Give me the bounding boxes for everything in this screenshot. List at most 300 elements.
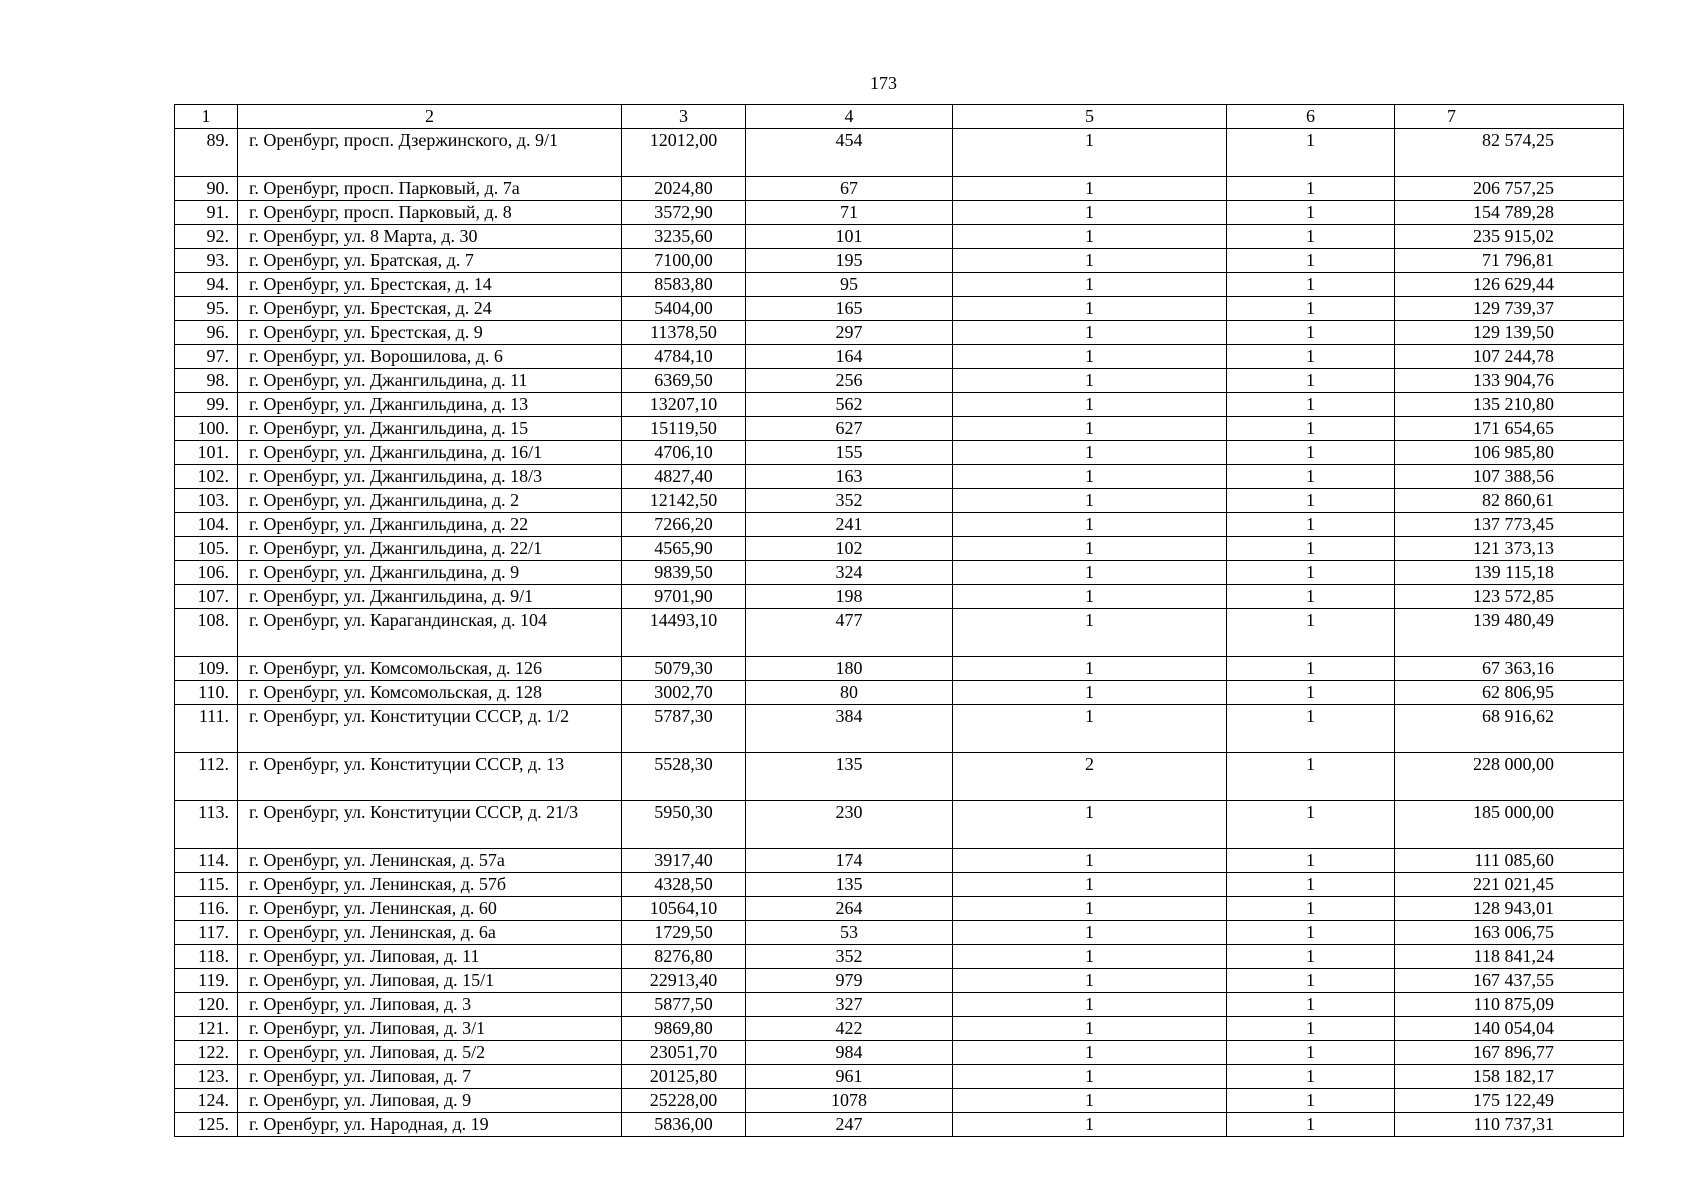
- value-cell: 102: [746, 537, 953, 561]
- amount-cell: 121 373,13: [1395, 537, 1624, 561]
- value-cell: 1: [1227, 1089, 1395, 1113]
- value-cell: 256: [746, 369, 953, 393]
- value-cell: 174: [746, 849, 953, 873]
- table-row: [175, 561, 1624, 585]
- table-row: [175, 1113, 1624, 1137]
- value-cell: 1: [953, 849, 1227, 873]
- value-cell: 155: [746, 441, 953, 465]
- table-row: [175, 849, 1624, 873]
- column-header: 5: [953, 105, 1227, 129]
- value-cell: 1: [1227, 537, 1395, 561]
- value-cell: 1: [953, 273, 1227, 297]
- value-cell: 1: [1227, 1041, 1395, 1065]
- row-number: 97.: [175, 345, 238, 369]
- value-cell: 5877,50: [622, 993, 746, 1017]
- row-number: 120.: [175, 993, 238, 1017]
- value-cell: 2: [953, 753, 1227, 801]
- address-cell: г. Оренбург, ул. Ленинская, д. 57б: [238, 873, 622, 897]
- amount-cell: 110 737,31: [1395, 1113, 1624, 1137]
- address-cell: г. Оренбург, ул. Ленинская, д. 57а: [238, 849, 622, 873]
- address-cell: г. Оренбург, ул. Джангильдина, д. 18/3: [238, 465, 622, 489]
- value-cell: 135: [746, 753, 953, 801]
- row-number: 107.: [175, 585, 238, 609]
- value-cell: 1: [1227, 1065, 1395, 1089]
- address-cell: г. Оренбург, ул. Липовая, д. 11: [238, 945, 622, 969]
- value-cell: 1: [953, 201, 1227, 225]
- address-cell: г. Оренбург, ул. Конституции СССР, д. 13: [238, 753, 622, 801]
- row-number: 103.: [175, 489, 238, 513]
- value-cell: 1078: [746, 1089, 953, 1113]
- value-cell: 67: [746, 177, 953, 201]
- table-row: [175, 201, 1624, 225]
- table-row: [175, 609, 1624, 657]
- row-number: 121.: [175, 1017, 238, 1041]
- table-row: [175, 321, 1624, 345]
- table-row: [175, 537, 1624, 561]
- column-header: 1: [175, 105, 238, 129]
- row-number: 92.: [175, 225, 238, 249]
- value-cell: 1: [1227, 249, 1395, 273]
- value-cell: 4565,90: [622, 537, 746, 561]
- row-number: 102.: [175, 465, 238, 489]
- value-cell: 1: [1227, 297, 1395, 321]
- value-cell: 979: [746, 969, 953, 993]
- table-row: [175, 417, 1624, 441]
- value-cell: 1: [953, 1065, 1227, 1089]
- value-cell: 180: [746, 657, 953, 681]
- value-cell: 1: [953, 801, 1227, 849]
- address-cell: г. Оренбург, ул. Конституции СССР, д. 1/2: [238, 705, 622, 753]
- table-row: [175, 801, 1624, 849]
- row-number: 91.: [175, 201, 238, 225]
- address-cell: г. Оренбург, ул. Ворошилова, д. 6: [238, 345, 622, 369]
- amount-cell: 107 388,56: [1395, 465, 1624, 489]
- table-row: [175, 369, 1624, 393]
- value-cell: 1: [1227, 465, 1395, 489]
- row-number: 95.: [175, 297, 238, 321]
- value-cell: 198: [746, 585, 953, 609]
- table-row: [175, 513, 1624, 537]
- value-cell: 1: [1227, 849, 1395, 873]
- row-number: 100.: [175, 417, 238, 441]
- value-cell: 5787,30: [622, 705, 746, 753]
- amount-cell: 126 629,44: [1395, 273, 1624, 297]
- row-number: 115.: [175, 873, 238, 897]
- amount-cell: 68 916,62: [1395, 705, 1624, 753]
- value-cell: 1: [953, 177, 1227, 201]
- address-cell: г. Оренбург, ул. Джангильдина, д. 22: [238, 513, 622, 537]
- value-cell: 1: [1227, 177, 1395, 201]
- table-row: [175, 969, 1624, 993]
- value-cell: 1: [953, 393, 1227, 417]
- value-cell: 1: [953, 993, 1227, 1017]
- row-number: 105.: [175, 537, 238, 561]
- value-cell: 1: [1227, 1113, 1395, 1137]
- address-cell: г. Оренбург, ул. Брестская, д. 9: [238, 321, 622, 345]
- value-cell: 297: [746, 321, 953, 345]
- value-cell: 1: [1227, 393, 1395, 417]
- row-number: 90.: [175, 177, 238, 201]
- value-cell: 8276,80: [622, 945, 746, 969]
- value-cell: 7100,00: [622, 249, 746, 273]
- value-cell: 1: [1227, 129, 1395, 177]
- value-cell: 5950,30: [622, 801, 746, 849]
- value-cell: 1: [953, 1089, 1227, 1113]
- value-cell: 1: [953, 1017, 1227, 1041]
- value-cell: 1: [953, 249, 1227, 273]
- row-number: 89.: [175, 129, 238, 177]
- amount-cell: 163 006,75: [1395, 921, 1624, 945]
- value-cell: 1: [1227, 417, 1395, 441]
- table-row: [175, 225, 1624, 249]
- value-cell: 1: [953, 705, 1227, 753]
- address-cell: г. Оренбург, ул. Брестская, д. 24: [238, 297, 622, 321]
- value-cell: 1: [1227, 441, 1395, 465]
- row-number: 98.: [175, 369, 238, 393]
- amount-cell: 62 806,95: [1395, 681, 1624, 705]
- table-row: [175, 489, 1624, 513]
- address-cell: г. Оренбург, ул. Ленинская, д. 6а: [238, 921, 622, 945]
- value-cell: 1: [1227, 945, 1395, 969]
- value-cell: 1: [953, 561, 1227, 585]
- row-number: 99.: [175, 393, 238, 417]
- table-row: [175, 345, 1624, 369]
- address-cell: г. Оренбург, ул. Ленинская, д. 60: [238, 897, 622, 921]
- row-number: 94.: [175, 273, 238, 297]
- table-row: [175, 681, 1624, 705]
- amount-cell: 139 115,18: [1395, 561, 1624, 585]
- value-cell: 4827,40: [622, 465, 746, 489]
- value-cell: 101: [746, 225, 953, 249]
- amount-cell: 206 757,25: [1395, 177, 1624, 201]
- value-cell: 1: [1227, 321, 1395, 345]
- table-row: [175, 993, 1624, 1017]
- row-number: 109.: [175, 657, 238, 681]
- value-cell: 1: [953, 489, 1227, 513]
- value-cell: 1: [953, 441, 1227, 465]
- address-cell: г. Оренбург, ул. Липовая, д. 15/1: [238, 969, 622, 993]
- value-cell: 20125,80: [622, 1065, 746, 1089]
- value-cell: 95: [746, 273, 953, 297]
- value-cell: 7266,20: [622, 513, 746, 537]
- row-number: 119.: [175, 969, 238, 993]
- table-row: [175, 273, 1624, 297]
- value-cell: 1: [953, 417, 1227, 441]
- amount-cell: 235 915,02: [1395, 225, 1624, 249]
- value-cell: 11378,50: [622, 321, 746, 345]
- amount-cell: 82 860,61: [1395, 489, 1624, 513]
- row-number: 93.: [175, 249, 238, 273]
- value-cell: 4784,10: [622, 345, 746, 369]
- value-cell: 163: [746, 465, 953, 489]
- page-number: 173: [870, 73, 897, 93]
- value-cell: 1: [1227, 753, 1395, 801]
- column-header: 3: [622, 105, 746, 129]
- address-cell: г. Оренбург, ул. Комсомольская, д. 126: [238, 657, 622, 681]
- value-cell: 1: [1227, 1017, 1395, 1041]
- value-cell: 1: [953, 1041, 1227, 1065]
- value-cell: 23051,70: [622, 1041, 746, 1065]
- value-cell: 1: [953, 225, 1227, 249]
- value-cell: 1: [953, 321, 1227, 345]
- address-cell: г. Оренбург, ул. Липовая, д. 5/2: [238, 1041, 622, 1065]
- value-cell: 135: [746, 873, 953, 897]
- address-cell: г. Оренбург, ул. Джангильдина, д. 13: [238, 393, 622, 417]
- value-cell: 1: [953, 681, 1227, 705]
- value-cell: 454: [746, 129, 953, 177]
- value-cell: 6369,50: [622, 369, 746, 393]
- table-row: [175, 1041, 1624, 1065]
- amount-cell: 107 244,78: [1395, 345, 1624, 369]
- value-cell: 1: [1227, 585, 1395, 609]
- table-row: [175, 657, 1624, 681]
- value-cell: 1: [1227, 873, 1395, 897]
- value-cell: 241: [746, 513, 953, 537]
- value-cell: 264: [746, 897, 953, 921]
- table-row: [175, 897, 1624, 921]
- address-cell: г. Оренбург, ул. Джангильдина, д. 9/1: [238, 585, 622, 609]
- table-row: [175, 1065, 1624, 1089]
- column-header: 7: [1395, 105, 1624, 129]
- value-cell: 25228,00: [622, 1089, 746, 1113]
- value-cell: 4328,50: [622, 873, 746, 897]
- value-cell: 1: [1227, 201, 1395, 225]
- value-cell: 1: [1227, 921, 1395, 945]
- value-cell: 1: [1227, 657, 1395, 681]
- value-cell: 80: [746, 681, 953, 705]
- row-number: 125.: [175, 1113, 238, 1137]
- amount-cell: 158 182,17: [1395, 1065, 1624, 1089]
- value-cell: 1: [953, 297, 1227, 321]
- amount-cell: 133 904,76: [1395, 369, 1624, 393]
- address-cell: г. Оренбург, ул. Джангильдина, д. 2: [238, 489, 622, 513]
- value-cell: 1: [1227, 969, 1395, 993]
- amount-cell: 139 480,49: [1395, 609, 1624, 657]
- value-cell: 1: [953, 369, 1227, 393]
- address-cell: г. Оренбург, ул. Липовая, д. 3: [238, 993, 622, 1017]
- value-cell: 1: [953, 945, 1227, 969]
- value-cell: 9839,50: [622, 561, 746, 585]
- row-number: 122.: [175, 1041, 238, 1065]
- amount-cell: 137 773,45: [1395, 513, 1624, 537]
- address-cell: г. Оренбург, ул. 8 Марта, д. 30: [238, 225, 622, 249]
- value-cell: 1: [953, 513, 1227, 537]
- value-cell: 8583,80: [622, 273, 746, 297]
- table-row: [175, 585, 1624, 609]
- address-cell: г. Оренбург, ул. Липовая, д. 7: [238, 1065, 622, 1089]
- column-number-row: [175, 105, 1624, 129]
- value-cell: 5404,00: [622, 297, 746, 321]
- amount-cell: 128 943,01: [1395, 897, 1624, 921]
- table-row: [175, 705, 1624, 753]
- value-cell: 3917,40: [622, 849, 746, 873]
- value-cell: 1: [1227, 561, 1395, 585]
- table-row: [175, 753, 1624, 801]
- column-header: 6: [1227, 105, 1395, 129]
- value-cell: 2024,80: [622, 177, 746, 201]
- column-header: 2: [238, 105, 622, 129]
- row-number: 101.: [175, 441, 238, 465]
- address-cell: г. Оренбург, ул. Джангильдина, д. 16/1: [238, 441, 622, 465]
- value-cell: 9701,90: [622, 585, 746, 609]
- address-cell: г. Оренбург, ул. Липовая, д. 9: [238, 1089, 622, 1113]
- value-cell: 1: [953, 969, 1227, 993]
- row-number: 116.: [175, 897, 238, 921]
- value-cell: 3572,90: [622, 201, 746, 225]
- value-cell: 961: [746, 1065, 953, 1089]
- value-cell: 352: [746, 945, 953, 969]
- value-cell: 9869,80: [622, 1017, 746, 1041]
- address-cell: г. Оренбург, ул. Джангильдина, д. 22/1: [238, 537, 622, 561]
- address-cell: г. Оренбург, ул. Народная, д. 19: [238, 1113, 622, 1137]
- value-cell: 12012,00: [622, 129, 746, 177]
- address-cell: г. Оренбург, просп. Дзержинского, д. 9/1: [238, 129, 622, 177]
- row-number: 96.: [175, 321, 238, 345]
- table-row: [175, 945, 1624, 969]
- amount-cell: 228 000,00: [1395, 753, 1624, 801]
- value-cell: 5836,00: [622, 1113, 746, 1137]
- table-body: [175, 105, 1624, 1137]
- row-number: 112.: [175, 753, 238, 801]
- value-cell: 1: [1227, 369, 1395, 393]
- row-number: 108.: [175, 609, 238, 657]
- table-row: [175, 177, 1624, 201]
- value-cell: 164: [746, 345, 953, 369]
- value-cell: 165: [746, 297, 953, 321]
- value-cell: 1: [1227, 225, 1395, 249]
- value-cell: 1: [953, 1113, 1227, 1137]
- address-cell: г. Оренбург, ул. Комсомольская, д. 128: [238, 681, 622, 705]
- row-number: 113.: [175, 801, 238, 849]
- value-cell: 1: [953, 609, 1227, 657]
- amount-cell: 175 122,49: [1395, 1089, 1624, 1113]
- amount-cell: 140 054,04: [1395, 1017, 1624, 1041]
- amount-cell: 111 085,60: [1395, 849, 1624, 873]
- value-cell: 984: [746, 1041, 953, 1065]
- value-cell: 230: [746, 801, 953, 849]
- value-cell: 71: [746, 201, 953, 225]
- amount-cell: 167 437,55: [1395, 969, 1624, 993]
- amount-cell: 67 363,16: [1395, 657, 1624, 681]
- address-cell: г. Оренбург, просп. Парковый, д. 7а: [238, 177, 622, 201]
- value-cell: 195: [746, 249, 953, 273]
- table-row: [175, 129, 1624, 177]
- value-cell: 327: [746, 993, 953, 1017]
- value-cell: 3235,60: [622, 225, 746, 249]
- value-cell: 1: [953, 921, 1227, 945]
- value-cell: 1: [1227, 801, 1395, 849]
- table-row: [175, 441, 1624, 465]
- amount-cell: 118 841,24: [1395, 945, 1624, 969]
- amount-cell: 129 739,37: [1395, 297, 1624, 321]
- value-cell: 3002,70: [622, 681, 746, 705]
- value-cell: 1: [1227, 345, 1395, 369]
- value-cell: 1: [953, 537, 1227, 561]
- amount-cell: 185 000,00: [1395, 801, 1624, 849]
- value-cell: 1: [953, 465, 1227, 489]
- value-cell: 53: [746, 921, 953, 945]
- row-number: 123.: [175, 1065, 238, 1089]
- address-cell: г. Оренбург, ул. Джангильдина, д. 11: [238, 369, 622, 393]
- column-header: 4: [746, 105, 953, 129]
- value-cell: 5079,30: [622, 657, 746, 681]
- value-cell: 562: [746, 393, 953, 417]
- amount-cell: 154 789,28: [1395, 201, 1624, 225]
- amount-cell: 106 985,80: [1395, 441, 1624, 465]
- amount-cell: 71 796,81: [1395, 249, 1624, 273]
- amount-cell: 171 654,65: [1395, 417, 1624, 441]
- value-cell: 324: [746, 561, 953, 585]
- value-cell: 10564,10: [622, 897, 746, 921]
- address-cell: г. Оренбург, ул. Джангильдина, д. 15: [238, 417, 622, 441]
- value-cell: 1: [1227, 609, 1395, 657]
- table-row: [175, 1089, 1624, 1113]
- value-cell: 1: [1227, 897, 1395, 921]
- amount-cell: 123 572,85: [1395, 585, 1624, 609]
- value-cell: 1: [1227, 993, 1395, 1017]
- value-cell: 1: [953, 345, 1227, 369]
- table-row: [175, 465, 1624, 489]
- value-cell: 384: [746, 705, 953, 753]
- row-number: 117.: [175, 921, 238, 945]
- table-row: [175, 249, 1624, 273]
- address-cell: г. Оренбург, ул. Джангильдина, д. 9: [238, 561, 622, 585]
- value-cell: 1: [953, 873, 1227, 897]
- address-cell: г. Оренбург, ул. Брестская, д. 14: [238, 273, 622, 297]
- value-cell: 1: [1227, 513, 1395, 537]
- row-number: 118.: [175, 945, 238, 969]
- value-cell: 14493,10: [622, 609, 746, 657]
- row-number: 124.: [175, 1089, 238, 1113]
- value-cell: 477: [746, 609, 953, 657]
- table-row: [175, 1017, 1624, 1041]
- value-cell: 1: [1227, 681, 1395, 705]
- row-number: 114.: [175, 849, 238, 873]
- address-cell: г. Оренбург, ул. Конституции СССР, д. 21/3: [238, 801, 622, 849]
- amount-cell: 167 896,77: [1395, 1041, 1624, 1065]
- value-cell: 1: [1227, 273, 1395, 297]
- row-number: 104.: [175, 513, 238, 537]
- address-cell: г. Оренбург, ул. Карагандинская, д. 104: [238, 609, 622, 657]
- row-number: 106.: [175, 561, 238, 585]
- table-row: [175, 393, 1624, 417]
- value-cell: 1: [953, 897, 1227, 921]
- amount-cell: 129 139,50: [1395, 321, 1624, 345]
- amount-cell: 221 021,45: [1395, 873, 1624, 897]
- value-cell: 13207,10: [622, 393, 746, 417]
- address-cell: г. Оренбург, просп. Парковый, д. 8: [238, 201, 622, 225]
- value-cell: 627: [746, 417, 953, 441]
- value-cell: 22913,40: [622, 969, 746, 993]
- amount-cell: 110 875,09: [1395, 993, 1624, 1017]
- table-row: [175, 297, 1624, 321]
- address-cell: г. Оренбург, ул. Липовая, д. 3/1: [238, 1017, 622, 1041]
- value-cell: 1: [1227, 489, 1395, 513]
- table-row: [175, 873, 1624, 897]
- value-cell: 4706,10: [622, 441, 746, 465]
- table-row: [175, 921, 1624, 945]
- value-cell: 422: [746, 1017, 953, 1041]
- value-cell: 1: [953, 657, 1227, 681]
- value-cell: 1729,50: [622, 921, 746, 945]
- row-number: 111.: [175, 705, 238, 753]
- address-cell: г. Оренбург, ул. Братская, д. 7: [238, 249, 622, 273]
- value-cell: 12142,50: [622, 489, 746, 513]
- value-cell: 352: [746, 489, 953, 513]
- amount-cell: 135 210,80: [1395, 393, 1624, 417]
- registry-table: [174, 104, 1624, 1137]
- value-cell: 5528,30: [622, 753, 746, 801]
